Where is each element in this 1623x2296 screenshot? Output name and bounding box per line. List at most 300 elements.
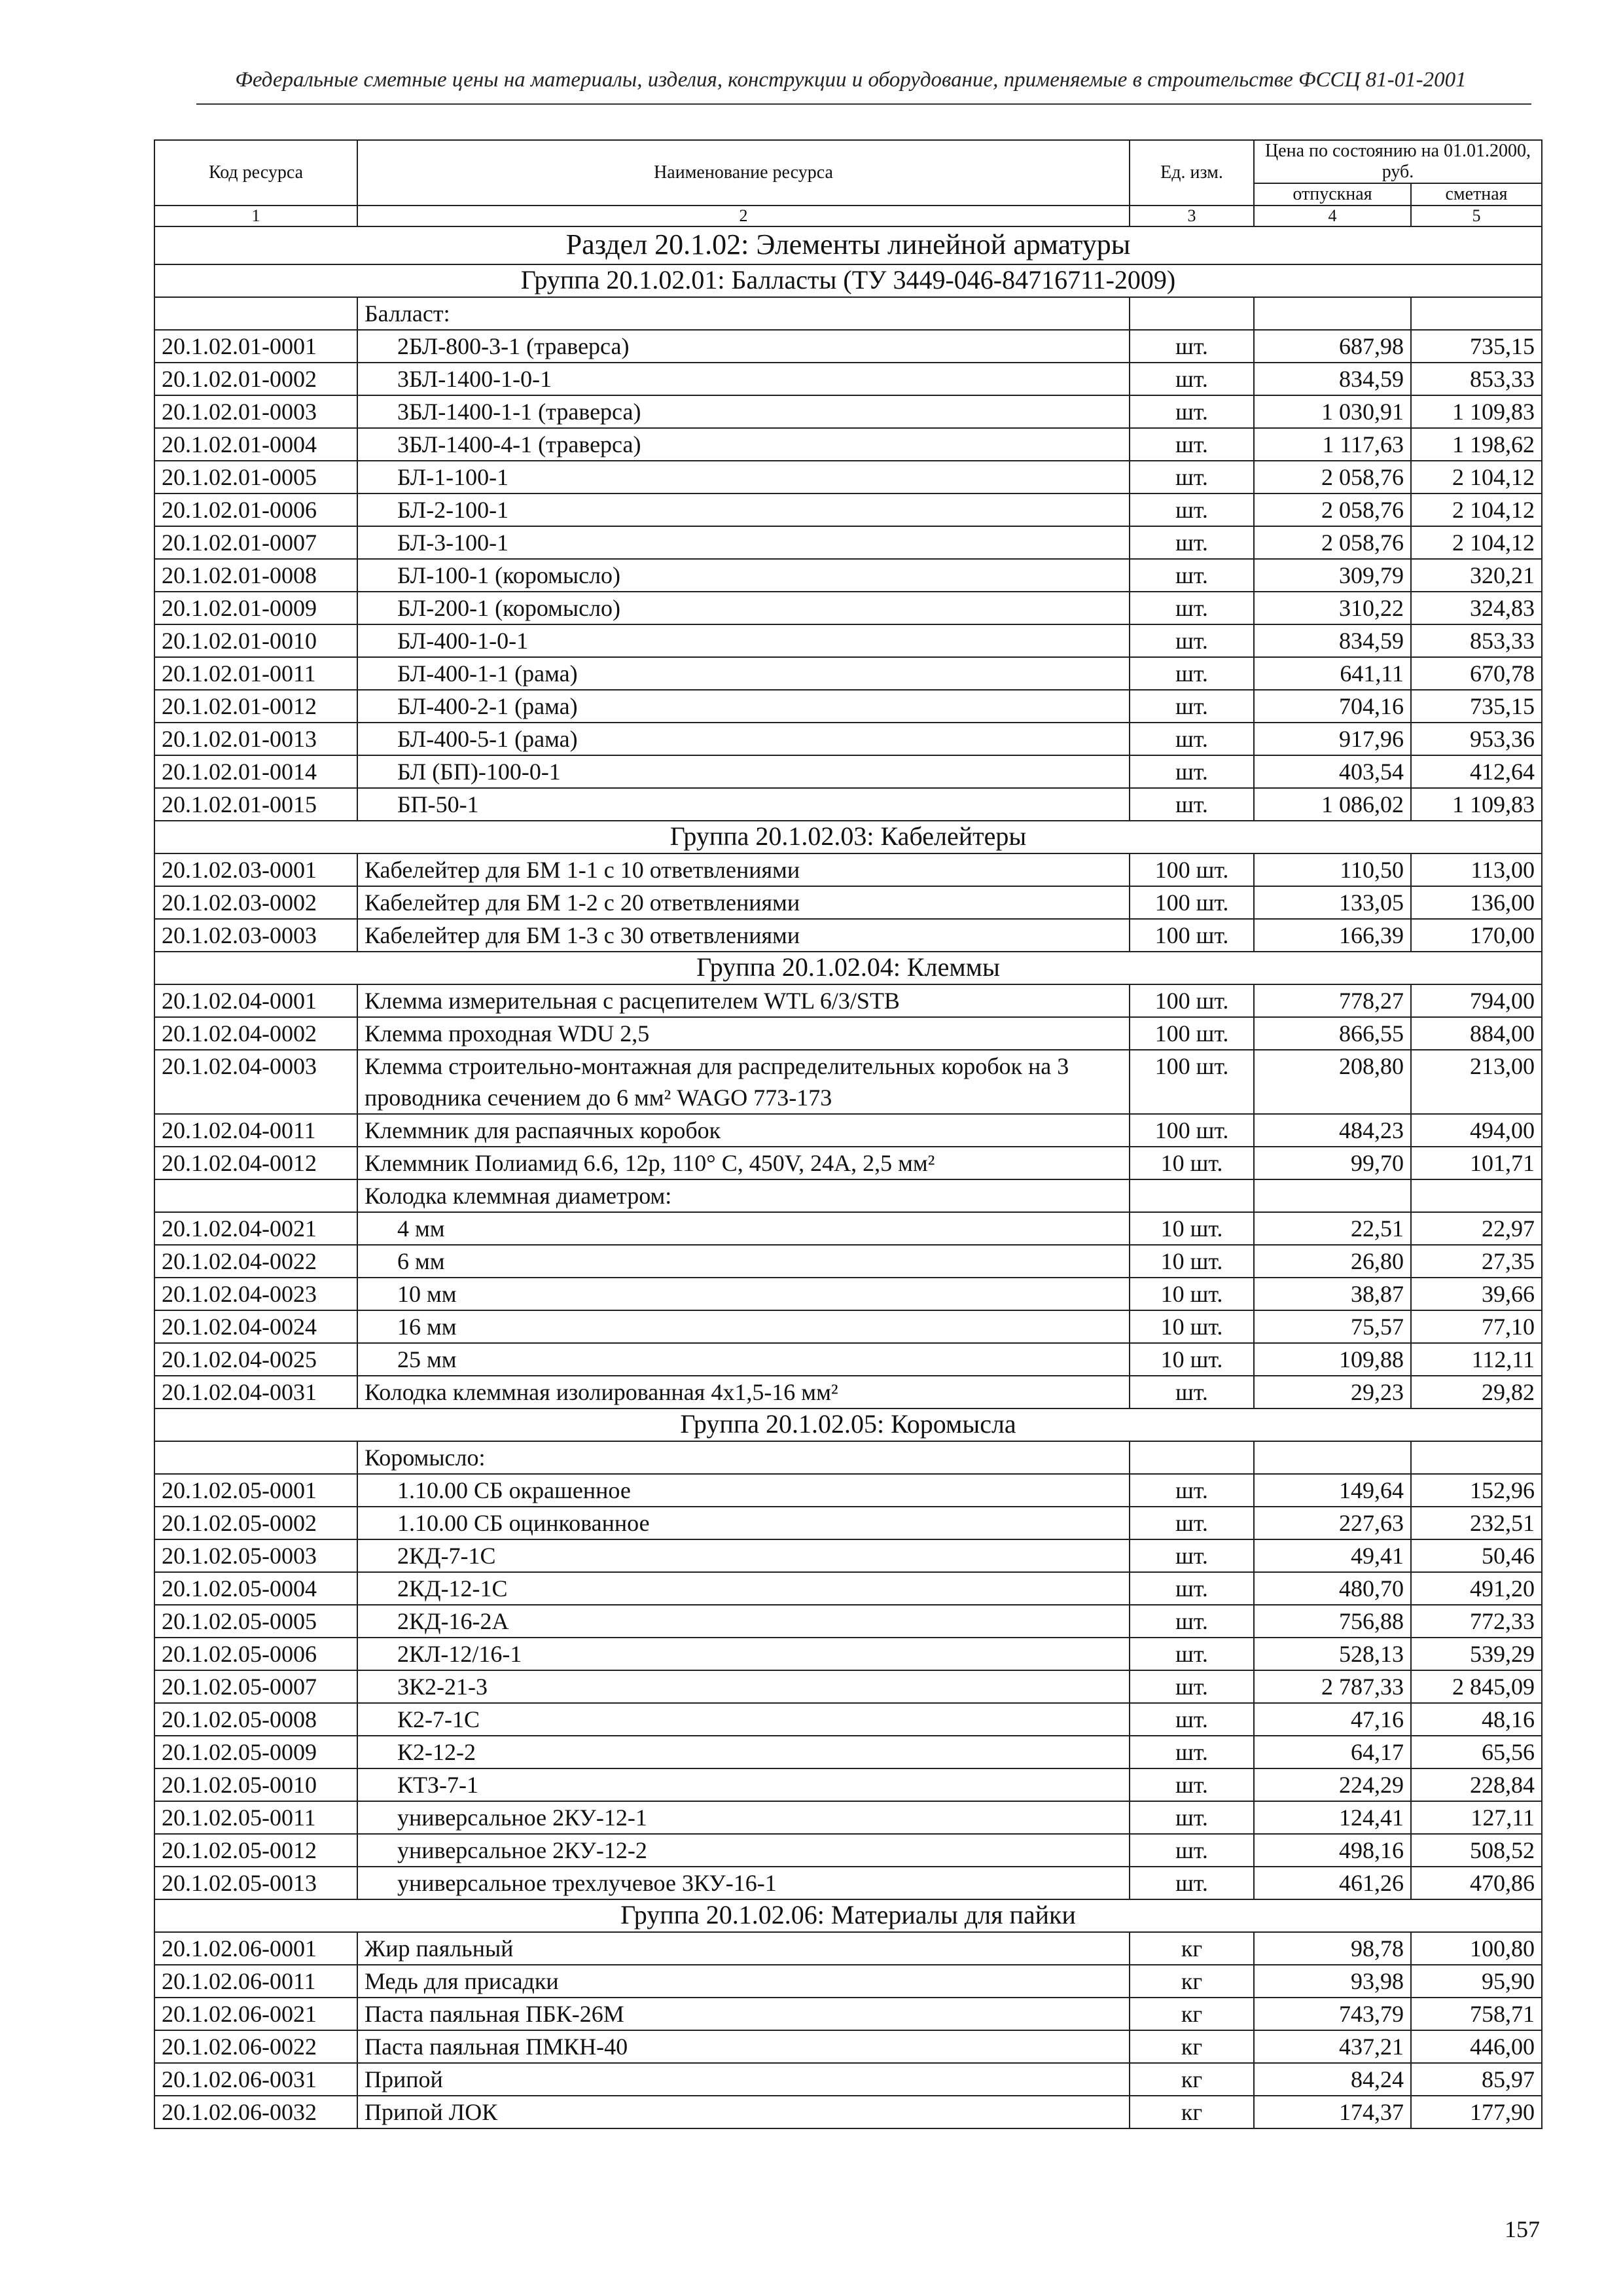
resource-code: 20.1.02.04-0012 — [154, 1147, 357, 1179]
resource-code: 20.1.02.04-0011 — [154, 1114, 357, 1147]
group-title: Группа 20.1.02.06: Материалы для пайки — [154, 1899, 1542, 1932]
subheading-row — [154, 1441, 1542, 1474]
resource-code: 20.1.02.03-0003 — [154, 919, 357, 952]
release-price: 1 030,91 — [1254, 395, 1411, 428]
release-price: 22,51 — [1254, 1212, 1411, 1245]
resource-code: 20.1.02.03-0002 — [154, 886, 357, 919]
resource-unit: 10 шт. — [1130, 1343, 1254, 1376]
resource-unit: шт. — [1130, 755, 1254, 788]
resource-unit: шт. — [1130, 1703, 1254, 1736]
release-price: 641,11 — [1254, 657, 1411, 690]
estimate-price: 136,00 — [1411, 886, 1542, 919]
table-row — [154, 330, 1542, 363]
resource-unit: кг — [1130, 2096, 1254, 2128]
estimate-price: 39,66 — [1411, 1278, 1542, 1310]
estimate-price: 953,36 — [1411, 723, 1542, 755]
resource-unit: 100 шт. — [1130, 1114, 1254, 1147]
resource-code: 20.1.02.04-0023 — [154, 1278, 357, 1310]
release-price: 498,16 — [1254, 1834, 1411, 1867]
estimate-price: 1 109,83 — [1411, 395, 1542, 428]
estimate-price: 735,15 — [1411, 690, 1542, 723]
release-price: 64,17 — [1254, 1736, 1411, 1768]
resource-code: 20.1.02.06-0022 — [154, 2030, 357, 2063]
table-row — [154, 1310, 1542, 1343]
group-title: Группа 20.1.02.04: Клеммы — [154, 952, 1542, 984]
resource-name: БЛ-400-1-0-1 — [357, 624, 1130, 657]
release-price: 834,59 — [1254, 363, 1411, 395]
resource-name: 3К2-21-3 — [357, 1670, 1130, 1703]
resource-name: Клемма измерительная с расцепителем WTL 6/3/STB — [357, 984, 1130, 1017]
page-header: Федеральные сметные цены на материалы, изделия, конструкции и оборудование, применяемые в строительстве ФССЦ 81-01-2001 — [235, 68, 1467, 92]
resource-name: К2-12-2 — [357, 1736, 1130, 1768]
release-price: 528,13 — [1254, 1638, 1411, 1670]
group-row — [154, 821, 1542, 853]
table-row — [154, 1245, 1542, 1278]
col-number: 4 — [1254, 206, 1411, 226]
table-row — [154, 1017, 1542, 1050]
resource-code: 20.1.02.04-0003 — [154, 1050, 357, 1114]
resource-table — [154, 139, 1543, 2129]
table-row — [154, 1998, 1542, 2030]
table-row — [154, 1605, 1542, 1638]
col-number: 5 — [1411, 206, 1542, 226]
resource-code: 20.1.02.04-0022 — [154, 1245, 357, 1278]
resource-unit: шт. — [1130, 1801, 1254, 1834]
table-row — [154, 1278, 1542, 1310]
resource-unit: 10 шт. — [1130, 1310, 1254, 1343]
empty-cell — [1130, 1179, 1254, 1212]
resource-code: 20.1.02.06-0001 — [154, 1932, 357, 1965]
resource-unit: 10 шт. — [1130, 1245, 1254, 1278]
estimate-price: 735,15 — [1411, 330, 1542, 363]
resource-unit: шт. — [1130, 657, 1254, 690]
col-name-header: Наименование ресурса — [357, 140, 1130, 206]
estimate-price: 100,80 — [1411, 1932, 1542, 1965]
resource-unit: кг — [1130, 1932, 1254, 1965]
resource-code: 20.1.02.06-0021 — [154, 1998, 357, 2030]
release-price: 98,78 — [1254, 1932, 1411, 1965]
resource-code: 20.1.02.01-0001 — [154, 330, 357, 363]
table-row — [154, 2063, 1542, 2096]
release-price: 403,54 — [1254, 755, 1411, 788]
subheading: Балласт: — [357, 297, 1130, 330]
table-row — [154, 657, 1542, 690]
estimate-price: 794,00 — [1411, 984, 1542, 1017]
resource-name: 3БЛ-1400-4-1 (траверса) — [357, 428, 1130, 461]
resource-code: 20.1.02.05-0003 — [154, 1539, 357, 1572]
subheading-row — [154, 297, 1542, 330]
release-price: 26,80 — [1254, 1245, 1411, 1278]
resource-name: БЛ-400-1-1 (рама) — [357, 657, 1130, 690]
resource-name: БЛ-3-100-1 — [357, 526, 1130, 559]
empty-cell — [154, 1441, 357, 1474]
table-row — [154, 1212, 1542, 1245]
estimate-price: 446,00 — [1411, 2030, 1542, 2063]
release-price: 866,55 — [1254, 1017, 1411, 1050]
table-row — [154, 1703, 1542, 1736]
col-price-header: Цена по состоянию на 01.01.2000, руб. — [1254, 140, 1542, 183]
release-price: 2 058,76 — [1254, 526, 1411, 559]
empty-cell — [154, 297, 357, 330]
estimate-price: 177,90 — [1411, 2096, 1542, 2128]
estimate-price: 213,00 — [1411, 1050, 1542, 1114]
resource-name: 2КД-12-1С — [357, 1572, 1130, 1605]
col-release-header: отпускная — [1254, 183, 1411, 206]
empty-cell — [1130, 1441, 1254, 1474]
table-row — [154, 428, 1542, 461]
estimate-price: 508,52 — [1411, 1834, 1542, 1867]
resource-name: БП-50-1 — [357, 788, 1130, 821]
resource-code: 20.1.02.04-0002 — [154, 1017, 357, 1050]
resource-code: 20.1.02.01-0013 — [154, 723, 357, 755]
empty-cell — [1254, 297, 1411, 330]
estimate-price: 494,00 — [1411, 1114, 1542, 1147]
table-row — [154, 363, 1542, 395]
resource-name: БЛ-2-100-1 — [357, 493, 1130, 526]
table-row — [154, 526, 1542, 559]
subheading-row — [154, 1179, 1542, 1212]
table-row — [154, 1376, 1542, 1408]
table-row — [154, 755, 1542, 788]
release-price: 224,29 — [1254, 1768, 1411, 1801]
release-price: 124,41 — [1254, 1801, 1411, 1834]
estimate-price: 320,21 — [1411, 559, 1542, 592]
estimate-price: 22,97 — [1411, 1212, 1542, 1245]
resource-name: 2КД-7-1С — [357, 1539, 1130, 1572]
table-row — [154, 1736, 1542, 1768]
resource-name: Припой — [357, 2063, 1130, 2096]
estimate-price: 27,35 — [1411, 1245, 1542, 1278]
estimate-price: 228,84 — [1411, 1768, 1542, 1801]
release-price: 756,88 — [1254, 1605, 1411, 1638]
table-row — [154, 461, 1542, 493]
resource-unit: шт. — [1130, 723, 1254, 755]
resource-code: 20.1.02.06-0011 — [154, 1965, 357, 1998]
resource-unit: 100 шт. — [1130, 1017, 1254, 1050]
resource-name: Клеммник для распаячных коробок — [357, 1114, 1130, 1147]
table-row — [154, 788, 1542, 821]
resource-name: Кабелейтер для БМ 1-3 с 30 ответвлениями — [357, 919, 1130, 952]
estimate-price: 77,10 — [1411, 1310, 1542, 1343]
resource-name: 4 мм — [357, 1212, 1130, 1245]
resource-name: БЛ-100-1 (коромысло) — [357, 559, 1130, 592]
resource-unit: шт. — [1130, 1736, 1254, 1768]
table-row — [154, 2030, 1542, 2063]
estimate-price: 2 104,12 — [1411, 461, 1542, 493]
group-row — [154, 1408, 1542, 1441]
resource-name: БЛ-200-1 (коромысло) — [357, 592, 1130, 624]
resource-name: Клемма проходная WDU 2,5 — [357, 1017, 1130, 1050]
release-price: 47,16 — [1254, 1703, 1411, 1736]
release-price: 461,26 — [1254, 1867, 1411, 1899]
resource-code: 20.1.02.05-0005 — [154, 1605, 357, 1638]
resource-unit: 100 шт. — [1130, 886, 1254, 919]
table-row — [154, 1474, 1542, 1507]
estimate-price: 101,71 — [1411, 1147, 1542, 1179]
release-price: 84,24 — [1254, 2063, 1411, 2096]
resource-code: 20.1.02.05-0006 — [154, 1638, 357, 1670]
col-number: 2 — [357, 206, 1130, 226]
release-price: 687,98 — [1254, 330, 1411, 363]
resource-name: 2КЛ-12/16-1 — [357, 1638, 1130, 1670]
estimate-price: 85,97 — [1411, 2063, 1542, 2096]
resource-name: К2-7-1С — [357, 1703, 1130, 1736]
resource-unit: 10 шт. — [1130, 1212, 1254, 1245]
resource-name: 25 мм — [357, 1343, 1130, 1376]
resource-unit: шт. — [1130, 493, 1254, 526]
group-row — [154, 264, 1542, 297]
resource-name: 3БЛ-1400-1-0-1 — [357, 363, 1130, 395]
release-price: 109,88 — [1254, 1343, 1411, 1376]
release-price: 99,70 — [1254, 1147, 1411, 1179]
estimate-price: 95,90 — [1411, 1965, 1542, 1998]
resource-code: 20.1.02.05-0012 — [154, 1834, 357, 1867]
table-row — [154, 1670, 1542, 1703]
resource-code: 20.1.02.01-0009 — [154, 592, 357, 624]
table-row — [154, 1834, 1542, 1867]
release-price: 38,87 — [1254, 1278, 1411, 1310]
resource-name: 16 мм — [357, 1310, 1130, 1343]
estimate-price: 232,51 — [1411, 1507, 1542, 1539]
estimate-price: 1 198,62 — [1411, 428, 1542, 461]
resource-name: БЛ-1-100-1 — [357, 461, 1130, 493]
resource-unit: кг — [1130, 2030, 1254, 2063]
table-row — [154, 1114, 1542, 1147]
resource-code: 20.1.02.01-0005 — [154, 461, 357, 493]
estimate-price: 758,71 — [1411, 1998, 1542, 2030]
subheading: Колодка клеммная диаметром: — [357, 1179, 1130, 1212]
empty-cell — [1411, 297, 1542, 330]
release-price: 174,37 — [1254, 2096, 1411, 2128]
table-row — [154, 493, 1542, 526]
resource-unit: 100 шт. — [1130, 984, 1254, 1017]
estimate-price: 127,11 — [1411, 1801, 1542, 1834]
resource-name: Клемма строительно-монтажная для распределительных коробок на 3 проводника сечением до 6 мм² WAGO 773-173 — [357, 1050, 1130, 1114]
resource-unit: шт. — [1130, 1768, 1254, 1801]
resource-code: 20.1.02.04-0025 — [154, 1343, 357, 1376]
estimate-price: 170,00 — [1411, 919, 1542, 952]
estimate-price: 2 845,09 — [1411, 1670, 1542, 1703]
resource-unit: шт. — [1130, 624, 1254, 657]
resource-code: 20.1.02.01-0008 — [154, 559, 357, 592]
group-title: Группа 20.1.02.05: Коромысла — [154, 1408, 1542, 1441]
estimate-price: 884,00 — [1411, 1017, 1542, 1050]
subheading: Коромысло: — [357, 1441, 1130, 1474]
resource-name: 6 мм — [357, 1245, 1130, 1278]
resource-code: 20.1.02.05-0008 — [154, 1703, 357, 1736]
col-number: 1 — [154, 206, 357, 226]
resource-unit: шт. — [1130, 1867, 1254, 1899]
col-unit-header: Ед. изм. — [1130, 140, 1254, 206]
resource-unit: шт. — [1130, 1834, 1254, 1867]
resource-name: Кабелейтер для БМ 1-1 с 10 ответвлениями — [357, 853, 1130, 886]
resource-code: 20.1.02.04-0001 — [154, 984, 357, 1017]
table-row — [154, 1343, 1542, 1376]
release-price: 2 058,76 — [1254, 493, 1411, 526]
resource-unit: шт. — [1130, 1638, 1254, 1670]
resource-code: 20.1.02.01-0014 — [154, 755, 357, 788]
resource-code: 20.1.02.01-0011 — [154, 657, 357, 690]
resource-unit: шт. — [1130, 1572, 1254, 1605]
release-price: 29,23 — [1254, 1376, 1411, 1408]
empty-cell — [1254, 1441, 1411, 1474]
release-price: 1 117,63 — [1254, 428, 1411, 461]
resource-name: 10 мм — [357, 1278, 1130, 1310]
estimate-price: 112,11 — [1411, 1343, 1542, 1376]
resource-code: 20.1.02.01-0006 — [154, 493, 357, 526]
table-row — [154, 592, 1542, 624]
release-price: 2 787,33 — [1254, 1670, 1411, 1703]
resource-unit: 100 шт. — [1130, 919, 1254, 952]
resource-name: БЛ-400-5-1 (рама) — [357, 723, 1130, 755]
table-row — [154, 1050, 1542, 1114]
table-row — [154, 1965, 1542, 1998]
estimate-price: 2 104,12 — [1411, 526, 1542, 559]
estimate-price: 29,82 — [1411, 1376, 1542, 1408]
resource-code: 20.1.02.01-0012 — [154, 690, 357, 723]
resource-code: 20.1.02.01-0004 — [154, 428, 357, 461]
resource-code: 20.1.02.05-0011 — [154, 1801, 357, 1834]
resource-name: Припой ЛОК — [357, 2096, 1130, 2128]
resource-name: Паста паяльная ПБК-26М — [357, 1998, 1130, 2030]
resource-unit: шт. — [1130, 330, 1254, 363]
estimate-price: 470,86 — [1411, 1867, 1542, 1899]
resource-name: 3БЛ-1400-1-1 (траверса) — [357, 395, 1130, 428]
empty-cell — [1130, 297, 1254, 330]
resource-code: 20.1.02.01-0007 — [154, 526, 357, 559]
table-row — [154, 919, 1542, 952]
table-row — [154, 1539, 1542, 1572]
resource-name: универсальное 2КУ-12-2 — [357, 1834, 1130, 1867]
table-row — [154, 1507, 1542, 1539]
estimate-price: 50,46 — [1411, 1539, 1542, 1572]
resource-unit: шт. — [1130, 428, 1254, 461]
resource-code: 20.1.02.05-0007 — [154, 1670, 357, 1703]
page-number: 157 — [1505, 2216, 1540, 2242]
table-row — [154, 1867, 1542, 1899]
group-row — [154, 952, 1542, 984]
resource-name: 1.10.00 СБ окрашенное — [357, 1474, 1130, 1507]
release-price: 480,70 — [1254, 1572, 1411, 1605]
resource-name: универсальное 2КУ-12-1 — [357, 1801, 1130, 1834]
release-price: 1 086,02 — [1254, 788, 1411, 821]
resource-unit: шт. — [1130, 559, 1254, 592]
resource-code: 20.1.02.05-0009 — [154, 1736, 357, 1768]
release-price: 49,41 — [1254, 1539, 1411, 1572]
resource-code: 20.1.02.01-0002 — [154, 363, 357, 395]
resource-unit: шт. — [1130, 461, 1254, 493]
resource-code: 20.1.02.05-0013 — [154, 1867, 357, 1899]
estimate-price: 2 104,12 — [1411, 493, 1542, 526]
resource-code: 20.1.02.05-0001 — [154, 1474, 357, 1507]
col-estimate-header: сметная — [1411, 183, 1542, 206]
table-body — [154, 226, 1542, 2128]
release-price: 2 058,76 — [1254, 461, 1411, 493]
resource-unit: шт. — [1130, 1507, 1254, 1539]
table-row — [154, 1572, 1542, 1605]
resource-unit: кг — [1130, 1998, 1254, 2030]
release-price: 437,21 — [1254, 2030, 1411, 2063]
release-price: 309,79 — [1254, 559, 1411, 592]
release-price: 208,80 — [1254, 1050, 1411, 1114]
resource-code: 20.1.02.01-0003 — [154, 395, 357, 428]
release-price: 149,64 — [1254, 1474, 1411, 1507]
resource-code: 20.1.02.04-0024 — [154, 1310, 357, 1343]
release-price: 743,79 — [1254, 1998, 1411, 2030]
header-rule — [196, 103, 1531, 105]
resource-unit: шт. — [1130, 592, 1254, 624]
resource-unit: шт. — [1130, 1474, 1254, 1507]
table-row — [154, 690, 1542, 723]
resource-code: 20.1.02.05-0010 — [154, 1768, 357, 1801]
estimate-price: 853,33 — [1411, 363, 1542, 395]
empty-cell — [1411, 1441, 1542, 1474]
resource-code: 20.1.02.04-0021 — [154, 1212, 357, 1245]
section-title: Раздел 20.1.02: Элементы линейной арматуры — [154, 226, 1542, 264]
estimate-price: 772,33 — [1411, 1605, 1542, 1638]
resource-unit: шт. — [1130, 1605, 1254, 1638]
table-row — [154, 723, 1542, 755]
resource-name: Клеммник Полиамид 6.6, 12р, 110° С, 450V, 24А, 2,5 мм² — [357, 1147, 1130, 1179]
release-price: 75,57 — [1254, 1310, 1411, 1343]
resource-unit: шт. — [1130, 1376, 1254, 1408]
release-price: 484,23 — [1254, 1114, 1411, 1147]
resource-unit: шт. — [1130, 395, 1254, 428]
resource-unit: шт. — [1130, 363, 1254, 395]
release-price: 834,59 — [1254, 624, 1411, 657]
resource-code: 20.1.02.05-0002 — [154, 1507, 357, 1539]
release-price: 133,05 — [1254, 886, 1411, 919]
table-row — [154, 886, 1542, 919]
table-row — [154, 559, 1542, 592]
resource-name: 1.10.00 СБ оцинкованное — [357, 1507, 1130, 1539]
resource-unit: шт. — [1130, 690, 1254, 723]
resource-code: 20.1.02.06-0032 — [154, 2096, 357, 2128]
resource-code: 20.1.02.06-0031 — [154, 2063, 357, 2096]
estimate-price: 65,56 — [1411, 1736, 1542, 1768]
resource-unit: 100 шт. — [1130, 853, 1254, 886]
estimate-price: 48,16 — [1411, 1703, 1542, 1736]
resource-code: 20.1.02.01-0010 — [154, 624, 357, 657]
resource-unit: шт. — [1130, 1670, 1254, 1703]
table-row — [154, 2096, 1542, 2128]
resource-unit: шт. — [1130, 526, 1254, 559]
table-row — [154, 1768, 1542, 1801]
resource-unit: кг — [1130, 1965, 1254, 1998]
empty-cell — [1411, 1179, 1542, 1212]
resource-unit: 100 шт. — [1130, 1050, 1254, 1114]
resource-name: Паста паяльная ПМКН-40 — [357, 2030, 1130, 2063]
resource-unit: 10 шт. — [1130, 1147, 1254, 1179]
release-price: 917,96 — [1254, 723, 1411, 755]
table-row — [154, 1932, 1542, 1965]
release-price: 227,63 — [1254, 1507, 1411, 1539]
release-price: 93,98 — [1254, 1965, 1411, 1998]
resource-unit: 10 шт. — [1130, 1278, 1254, 1310]
col-number: 3 — [1130, 206, 1254, 226]
estimate-price: 539,29 — [1411, 1638, 1542, 1670]
resource-name: КТЗ-7-1 — [357, 1768, 1130, 1801]
resource-name: Колодка клеммная изолированная 4х1,5-16 мм² — [357, 1376, 1130, 1408]
table-row — [154, 1147, 1542, 1179]
release-price: 310,22 — [1254, 592, 1411, 624]
table-row — [154, 624, 1542, 657]
resource-code: 20.1.02.05-0004 — [154, 1572, 357, 1605]
estimate-price: 113,00 — [1411, 853, 1542, 886]
resource-name: Жир паяльный — [357, 1932, 1130, 1965]
resource-name: БЛ (БП)-100-0-1 — [357, 755, 1130, 788]
release-price: 704,16 — [1254, 690, 1411, 723]
